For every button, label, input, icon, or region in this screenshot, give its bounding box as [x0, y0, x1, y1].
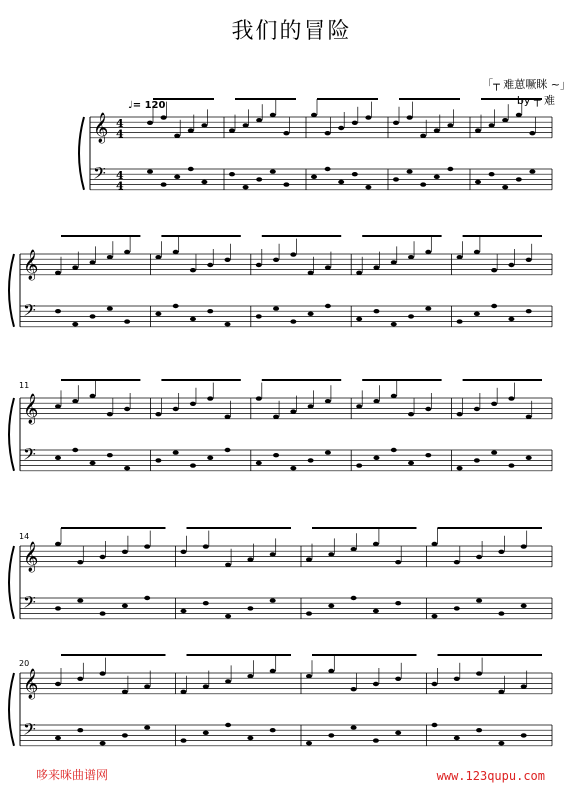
note-head: [270, 552, 276, 556]
note-head: [90, 461, 96, 465]
note-head: [351, 725, 357, 729]
note-head: [161, 182, 167, 186]
note-head: [425, 250, 431, 254]
note-head: [373, 682, 379, 686]
note-head: [124, 250, 130, 254]
brace: [9, 254, 14, 327]
note-head: [325, 304, 331, 308]
treble-clef-icon: 𝄞: [93, 113, 109, 143]
note-head: [447, 123, 453, 127]
note-head: [408, 461, 414, 465]
note-head: [107, 412, 113, 416]
note-head: [434, 128, 440, 132]
note-head: [77, 677, 83, 681]
note-head: [77, 560, 83, 564]
note-head: [155, 412, 161, 416]
note-head: [508, 317, 514, 321]
note-head: [55, 606, 61, 610]
note-head: [190, 268, 196, 272]
note-head: [325, 399, 331, 403]
note-head: [325, 131, 331, 135]
note-head: [338, 126, 344, 130]
note-head: [408, 412, 414, 416]
bass-clef-icon: 𝄢: [23, 444, 36, 468]
note-head: [190, 463, 196, 467]
note-head: [529, 131, 535, 135]
note-head: [373, 265, 379, 269]
note-head: [325, 167, 331, 171]
measure-number: 11: [19, 381, 30, 390]
bass-clef-icon: 𝄢: [93, 163, 106, 187]
note-head: [256, 396, 262, 400]
note-head: [325, 450, 331, 454]
brace: [9, 398, 14, 471]
note-head: [181, 738, 187, 742]
note-head: [290, 319, 296, 323]
note-head: [203, 601, 209, 605]
arranger-credit: 「┬ 难葸噘眯 ~」: [482, 78, 571, 91]
note-head: [203, 684, 209, 688]
note-head: [391, 260, 397, 264]
staff-systems: [9, 99, 552, 746]
score-title: 我们的冒险: [231, 19, 352, 44]
note-head: [122, 604, 128, 608]
note-head: [474, 407, 480, 411]
note-head: [90, 314, 96, 318]
note-head: [225, 614, 231, 618]
tempo-marking: ♩= 120: [128, 100, 166, 111]
note-head: [201, 180, 207, 184]
note-head: [107, 255, 113, 259]
note-head: [72, 448, 78, 452]
note-head: [122, 733, 128, 737]
note-head: [155, 312, 161, 316]
note-head: [55, 682, 61, 686]
note-head: [373, 399, 379, 403]
brace: [9, 673, 14, 746]
note-head: [393, 177, 399, 181]
note-head: [393, 121, 399, 125]
note-head: [351, 687, 357, 691]
treble-clef-icon: 𝄞: [23, 250, 39, 280]
note-head: [256, 314, 262, 318]
note-head: [161, 115, 167, 119]
note-head: [207, 309, 213, 313]
note-head: [174, 134, 180, 138]
note-head: [72, 322, 78, 326]
note-head: [338, 180, 344, 184]
note-head: [457, 466, 463, 470]
note-head: [273, 415, 279, 419]
note-head: [498, 611, 504, 615]
note-head: [190, 402, 196, 406]
note-head: [526, 258, 532, 262]
note-head: [328, 733, 334, 737]
note-head: [476, 598, 482, 602]
note-head: [107, 306, 113, 310]
note-head: [498, 690, 504, 694]
note-head: [308, 458, 314, 462]
brace: [79, 117, 84, 190]
note-head: [243, 185, 249, 189]
note-head: [270, 669, 276, 673]
note-head: [72, 265, 78, 269]
note-head: [306, 674, 312, 678]
note-head: [207, 263, 213, 267]
note-head: [432, 542, 438, 546]
note-head: [395, 601, 401, 605]
bass-clef-icon: 𝄢: [23, 592, 36, 616]
note-head: [457, 412, 463, 416]
note-head: [475, 128, 481, 132]
time-signature-bottom: 4: [116, 179, 124, 193]
note-head: [476, 728, 482, 732]
note-head: [454, 736, 460, 740]
note-head: [247, 557, 253, 561]
note-head: [373, 542, 379, 546]
note-head: [72, 399, 78, 403]
note-head: [225, 723, 231, 727]
note-head: [90, 394, 96, 398]
note-head: [188, 128, 194, 132]
note-head: [144, 725, 150, 729]
note-head: [365, 185, 371, 189]
note-head: [273, 258, 279, 262]
note-head: [432, 682, 438, 686]
note-head: [203, 544, 209, 548]
note-head: [270, 728, 276, 732]
note-head: [173, 304, 179, 308]
note-head: [256, 461, 262, 465]
treble-clef-icon: 𝄞: [23, 542, 39, 572]
note-head: [247, 674, 253, 678]
treble-clef-icon: 𝄞: [23, 669, 39, 699]
note-head: [100, 611, 106, 615]
note-head: [55, 456, 61, 460]
footer-site-name[interactable]: 哆来咪曲谱网: [36, 768, 109, 782]
note-head: [491, 304, 497, 308]
note-head: [90, 260, 96, 264]
arranger-byline: by ┬ 难: [516, 94, 555, 107]
note-head: [256, 118, 262, 122]
note-head: [107, 453, 113, 457]
note-head: [328, 669, 334, 673]
note-head: [55, 736, 61, 740]
note-head: [290, 409, 296, 413]
note-head: [373, 309, 379, 313]
note-head: [407, 169, 413, 173]
note-head: [122, 550, 128, 554]
note-head: [190, 317, 196, 321]
note-head: [207, 396, 213, 400]
note-head: [395, 731, 401, 735]
note-head: [491, 450, 497, 454]
note-head: [508, 396, 514, 400]
note-head: [155, 458, 161, 462]
note-head: [256, 177, 262, 181]
note-head: [356, 317, 362, 321]
note-head: [391, 448, 397, 452]
note-head: [425, 453, 431, 457]
note-head: [173, 250, 179, 254]
note-head: [425, 306, 431, 310]
note-head: [203, 731, 209, 735]
note-head: [391, 394, 397, 398]
note-head: [144, 684, 150, 688]
note-head: [420, 182, 426, 186]
time-signature-top: 4: [116, 117, 124, 130]
note-head: [55, 309, 61, 313]
note-head: [508, 463, 514, 467]
note-head: [311, 175, 317, 179]
note-head: [373, 738, 379, 742]
note-head: [100, 671, 106, 675]
note-head: [475, 180, 481, 184]
note-head: [325, 265, 331, 269]
note-head: [144, 596, 150, 600]
note-head: [290, 466, 296, 470]
note-head: [270, 598, 276, 602]
note-head: [351, 596, 357, 600]
note-head: [308, 271, 314, 275]
note-head: [352, 172, 358, 176]
note-head: [290, 252, 296, 256]
note-head: [207, 456, 213, 460]
note-head: [502, 185, 508, 189]
note-head: [273, 453, 279, 457]
note-head: [308, 404, 314, 408]
note-head: [173, 450, 179, 454]
note-head: [476, 671, 482, 675]
note-head: [124, 319, 130, 323]
note-head: [516, 177, 522, 181]
note-head: [55, 271, 61, 275]
note-head: [491, 268, 497, 272]
brace: [9, 546, 14, 619]
note-head: [283, 131, 289, 135]
note-head: [247, 606, 253, 610]
note-head: [434, 175, 440, 179]
note-head: [124, 466, 130, 470]
note-head: [174, 175, 180, 179]
footer-site-url[interactable]: www.123qupu.com: [436, 769, 545, 783]
note-head: [147, 121, 153, 125]
note-head: [225, 322, 231, 326]
note-head: [181, 690, 187, 694]
note-head: [270, 113, 276, 117]
note-head: [457, 255, 463, 259]
note-head: [502, 118, 508, 122]
note-head: [457, 319, 463, 323]
note-head: [225, 448, 231, 452]
note-head: [229, 128, 235, 132]
note-head: [188, 167, 194, 171]
note-head: [124, 407, 130, 411]
note-head: [55, 542, 61, 546]
bass-clef-icon: 𝄢: [23, 719, 36, 743]
note-head: [225, 563, 231, 567]
measure-number: 20: [19, 659, 30, 668]
note-head: [155, 255, 161, 259]
note-head: [306, 557, 312, 561]
note-head: [181, 550, 187, 554]
note-head: [100, 741, 106, 745]
note-head: [308, 312, 314, 316]
note-head: [365, 115, 371, 119]
note-head: [273, 306, 279, 310]
note-head: [283, 182, 289, 186]
note-head: [521, 544, 527, 548]
note-head: [144, 544, 150, 548]
note-head: [474, 250, 480, 254]
note-head: [55, 404, 61, 408]
note-head: [225, 679, 231, 683]
measure-number: 14: [19, 532, 30, 541]
note-head: [526, 456, 532, 460]
note-head: [521, 733, 527, 737]
note-head: [395, 560, 401, 564]
note-head: [508, 263, 514, 267]
note-head: [351, 547, 357, 551]
note-head: [328, 552, 334, 556]
bass-clef-icon: 𝄢: [23, 300, 36, 324]
note-head: [100, 555, 106, 559]
note-head: [489, 172, 495, 176]
note-head: [356, 463, 362, 467]
note-head: [491, 402, 497, 406]
note-head: [454, 606, 460, 610]
note-head: [420, 134, 426, 138]
note-head: [454, 560, 460, 564]
note-head: [407, 115, 413, 119]
note-head: [306, 741, 312, 745]
note-head: [270, 169, 276, 173]
note-head: [529, 169, 535, 173]
note-head: [306, 611, 312, 615]
note-head: [516, 113, 522, 117]
time-signature-bottom: 4: [116, 127, 124, 141]
note-head: [526, 309, 532, 313]
note-head: [247, 736, 253, 740]
note-head: [225, 415, 231, 419]
note-head: [521, 684, 527, 688]
note-head: [474, 312, 480, 316]
note-head: [476, 555, 482, 559]
note-head: [526, 415, 532, 419]
note-head: [122, 690, 128, 694]
note-head: [395, 677, 401, 681]
note-head: [147, 169, 153, 173]
note-head: [328, 604, 334, 608]
note-head: [447, 167, 453, 171]
note-head: [432, 614, 438, 618]
note-head: [181, 609, 187, 613]
note-head: [229, 172, 235, 176]
note-head: [432, 723, 438, 727]
note-head: [256, 263, 262, 267]
note-head: [498, 741, 504, 745]
note-head: [454, 677, 460, 681]
time-signature-top: 4: [116, 169, 124, 182]
note-head: [391, 322, 397, 326]
note-head: [225, 258, 231, 262]
note-head: [425, 407, 431, 411]
note-head: [521, 604, 527, 608]
note-head: [356, 404, 362, 408]
note-head: [356, 271, 362, 275]
note-head: [498, 550, 504, 554]
note-head: [201, 123, 207, 127]
note-head: [77, 598, 83, 602]
note-head: [373, 456, 379, 460]
note-head: [408, 255, 414, 259]
note-head: [352, 121, 358, 125]
note-head: [408, 314, 414, 318]
note-head: [173, 407, 179, 411]
note-head: [311, 113, 317, 117]
note-head: [474, 458, 480, 462]
note-head: [489, 123, 495, 127]
note-head: [243, 123, 249, 127]
treble-clef-icon: 𝄞: [23, 394, 39, 424]
note-head: [77, 728, 83, 732]
note-head: [373, 609, 379, 613]
